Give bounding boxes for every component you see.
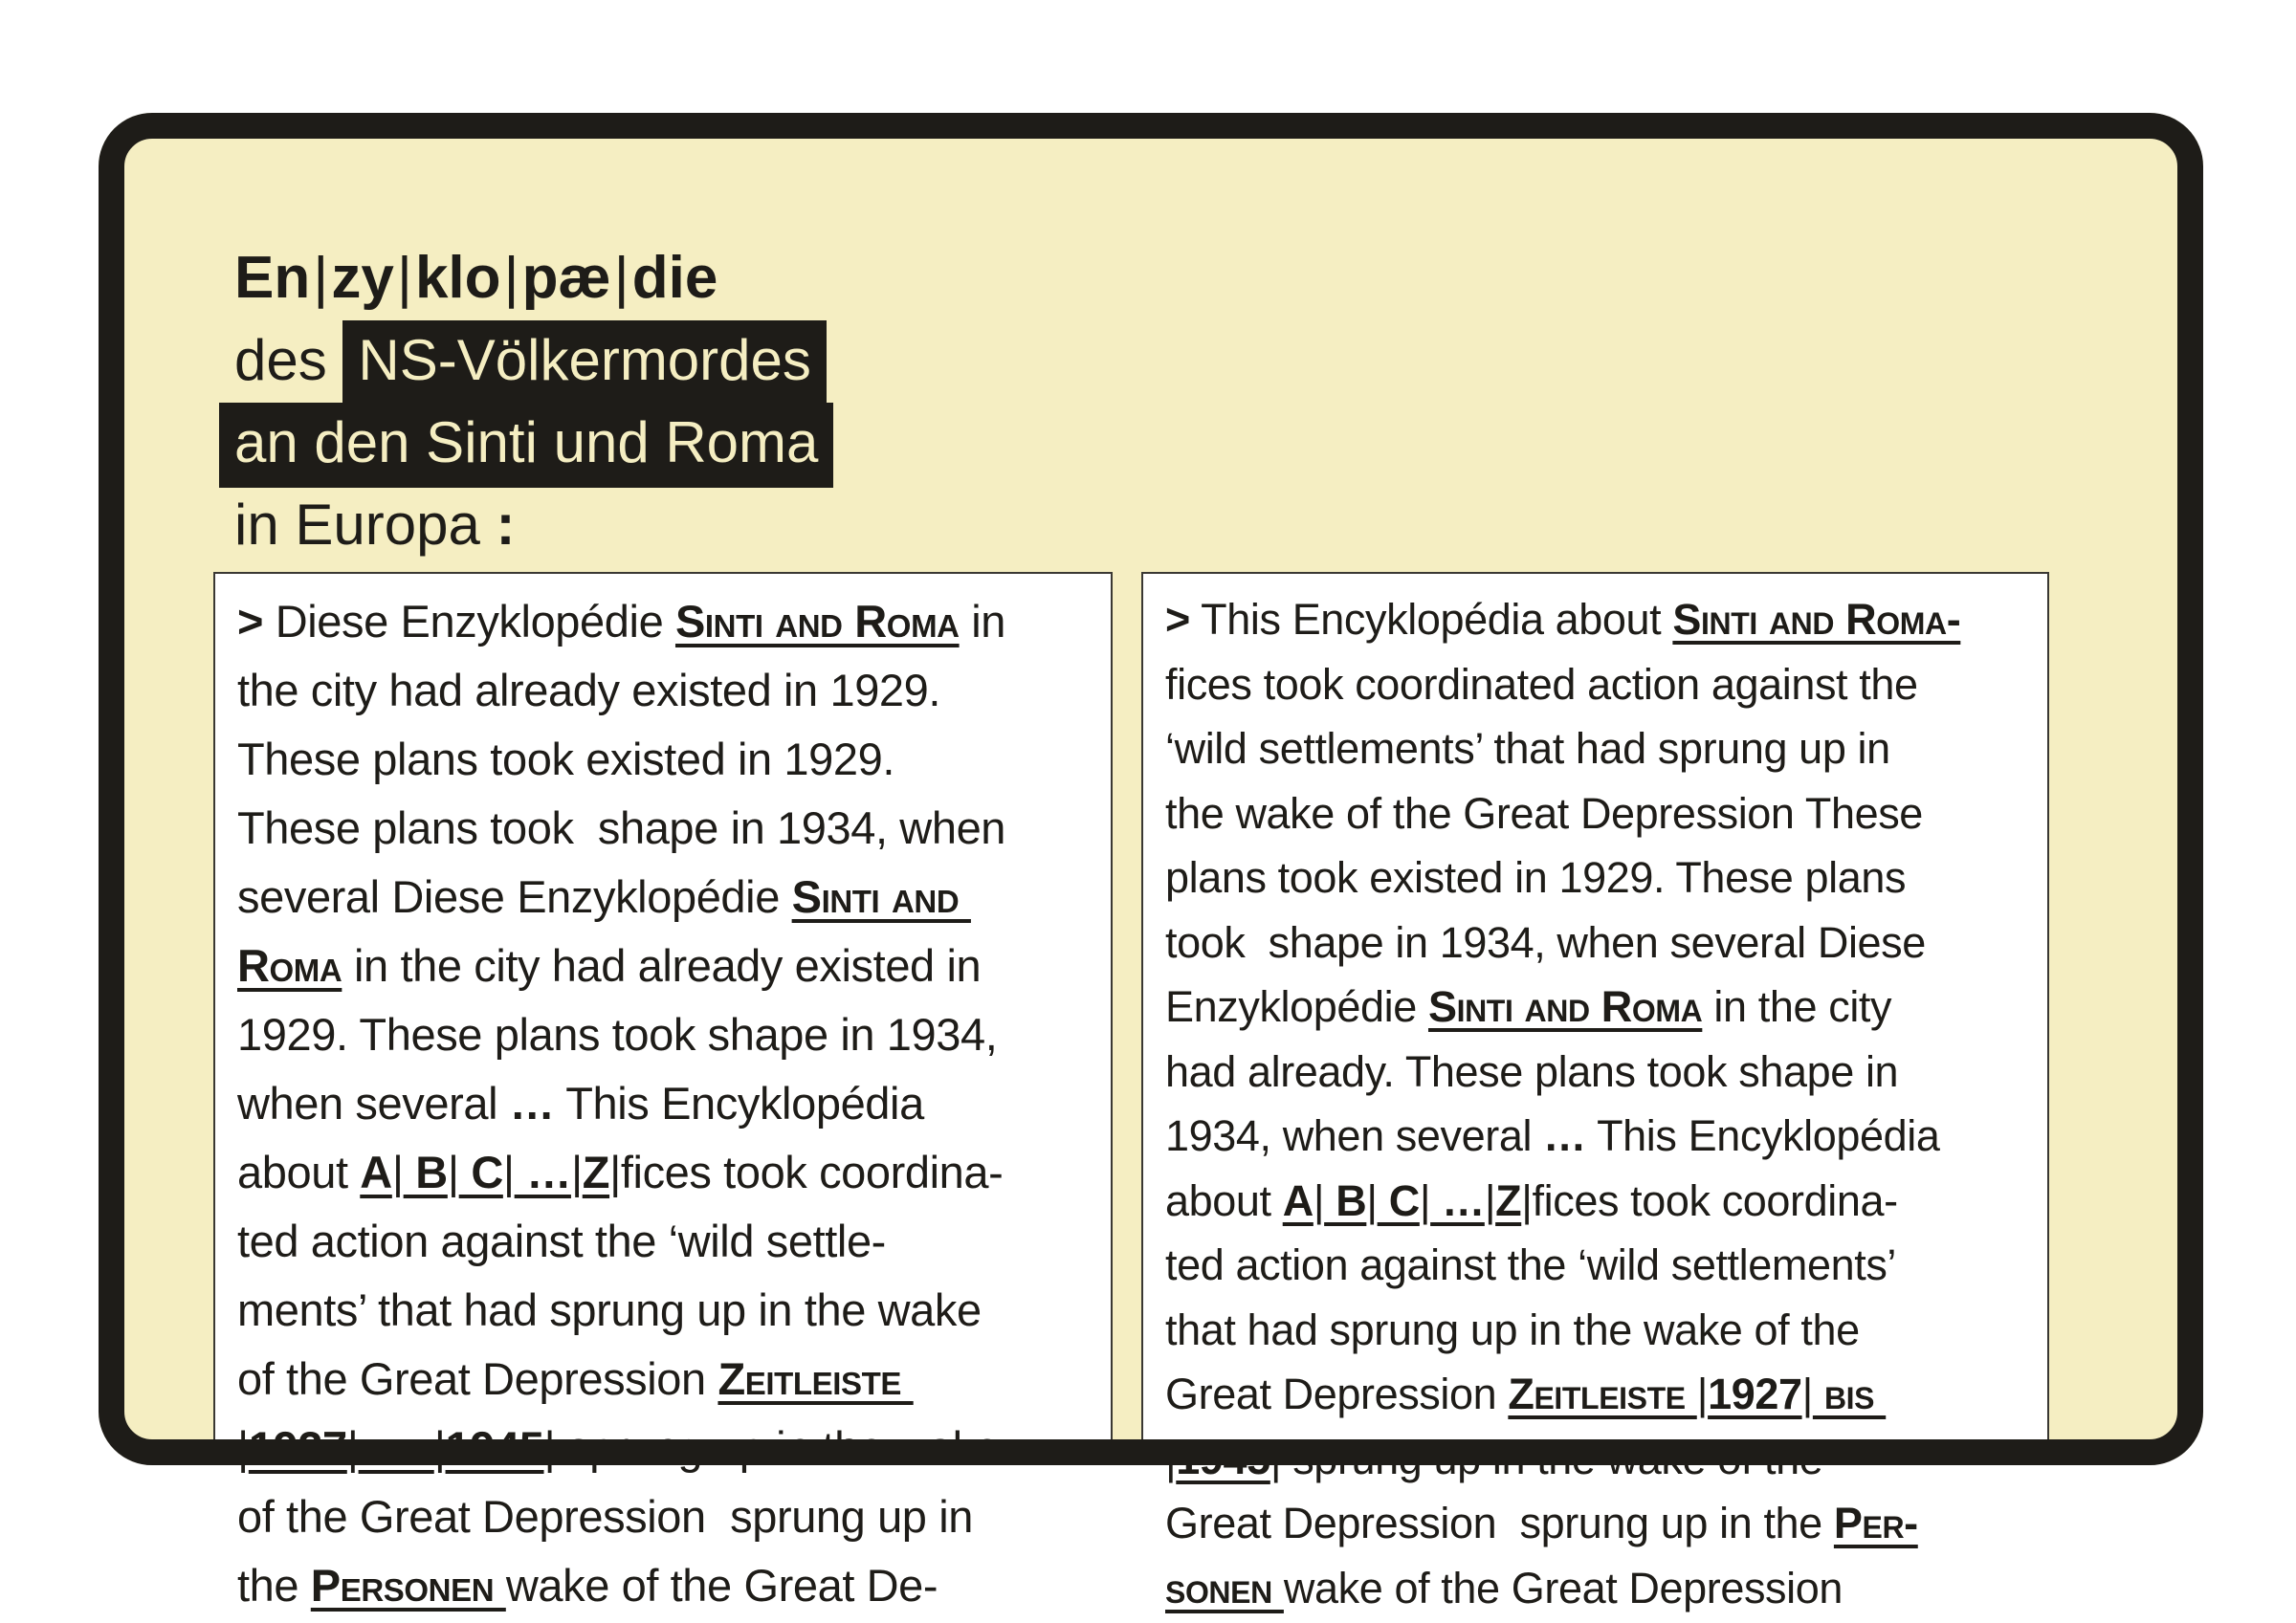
separator-bar: | [1366, 1175, 1378, 1225]
separator-bar: | [1419, 1175, 1431, 1225]
separator-bar: | [503, 246, 519, 310]
text-run: when several [237, 1078, 510, 1129]
separator-bar: | [1521, 1175, 1533, 1225]
text-line [1165, 1104, 2025, 1169]
separator-bar: | [502, 1147, 515, 1197]
text-run: > [1165, 595, 1190, 644]
text-line [234, 484, 833, 566]
title-highlight: NS-Völkermordes [342, 320, 826, 406]
underlined-keyword: B [403, 1147, 448, 1197]
text-line [237, 656, 1089, 725]
text-run: the wake of the Great Depression These [1165, 788, 1923, 838]
separator-bar: | [609, 1147, 621, 1197]
text-line [237, 1276, 1089, 1345]
text-line [237, 794, 1089, 863]
text-run: ted action against the ‘wild settlements’ [1165, 1240, 1897, 1289]
text-run: fices took coordina- [620, 1147, 1004, 1197]
text-run: This Encyklopédia about [1189, 595, 1673, 644]
separator-bar: | [391, 1147, 404, 1197]
separator-bar: | [543, 1422, 556, 1473]
underlined-keyword: Zeitleiste [718, 1353, 914, 1404]
text-line [1165, 1169, 2025, 1234]
text-run: that had sprung up in the wake of the [1165, 1305, 1860, 1354]
text-run: ‘wild settlements’ that had sprung up in [1165, 724, 1890, 773]
text-run: Diese Enzyklopédie [263, 596, 675, 647]
text-run: Great Depression [1165, 1370, 1509, 1418]
underlined-keyword: Z [582, 1147, 610, 1197]
underlined-keyword: bis [1812, 1370, 1887, 1418]
text-run: in the city had already existed in [342, 940, 982, 991]
text-run: pæ [521, 245, 611, 311]
title-highlight: an den Sinti und Roma [219, 403, 833, 488]
text-run: sprung up in the wake [555, 1422, 1000, 1473]
underlined-keyword: Sinti and Roma [674, 596, 960, 647]
text-run: the city had already existed in 1929. [237, 665, 941, 715]
underlined-keyword: C [1377, 1175, 1420, 1225]
underlined-keyword: 1927 [248, 1422, 347, 1473]
text-line [1165, 1556, 2025, 1621]
text-run: wake of the Great De- [505, 1560, 938, 1611]
text-run: En [234, 245, 311, 311]
underlined-keyword: C [458, 1147, 503, 1197]
text-line [1165, 716, 2025, 781]
text-line [1165, 587, 2025, 652]
underlined-keyword: Sinti and Roma- [1672, 595, 1961, 644]
text-line [1165, 1040, 2025, 1105]
underlined-keyword: A [360, 1147, 392, 1197]
text-line [1165, 781, 2025, 846]
text-run: 1929. These plans took shape in 1934, [237, 1009, 998, 1060]
separator-bar: | [447, 1147, 459, 1197]
separator-bar: | [1313, 1175, 1325, 1225]
text-run: the [237, 1560, 311, 1611]
text-run: … [509, 1078, 555, 1129]
separator-bar: | [613, 246, 629, 310]
text-run: in Europa [234, 493, 480, 557]
text-run: wake of the Great Depression [1283, 1563, 1843, 1612]
underlined-keyword: B [1324, 1175, 1367, 1225]
text-run: This Encyklopédia [1585, 1111, 1940, 1160]
text-run: These plans took existed in 1929. [237, 734, 895, 784]
text-run: … [1543, 1111, 1586, 1160]
underlined-keyword: 1927 [1708, 1370, 1802, 1418]
underlined-keyword: Roma [237, 940, 342, 991]
text-line [237, 863, 1089, 932]
text-run: several Diese Enzyklopédie [237, 871, 792, 922]
text-run: in [959, 596, 1006, 647]
text-line [1165, 845, 2025, 910]
separator-bar: | [1801, 1370, 1813, 1418]
text-line [1165, 1298, 2025, 1363]
left-text-box [213, 572, 1113, 1611]
text-line [234, 319, 833, 402]
right-text-box [1141, 572, 2049, 1612]
separator-bar: | [396, 246, 412, 310]
underlined-keyword: sonen [1165, 1563, 1284, 1612]
text-line [237, 1069, 1089, 1138]
text-run: 1934, when several [1165, 1111, 1544, 1160]
separator-bar: | [1269, 1434, 1282, 1483]
text-run: took shape in 1934, when several Diese [1165, 917, 1926, 967]
underlined-keyword: Per- [1833, 1499, 1918, 1547]
text-run: of the Great Depression [237, 1353, 718, 1404]
text-line [1165, 1491, 2025, 1556]
separator-bar: | [313, 246, 329, 310]
text-line [1165, 652, 2025, 717]
text-line [237, 1551, 1089, 1620]
text-run: in the city [1702, 982, 1892, 1031]
text-run: ments’ that had sprung up in the wake [237, 1284, 982, 1335]
text-run: Enzyklopédie [1165, 982, 1428, 1031]
separator-bar: | [433, 1422, 446, 1473]
underlined-keyword: 1945 [1176, 1434, 1270, 1483]
text-line [237, 932, 1089, 1000]
text-line [237, 1000, 1089, 1069]
title-block [234, 237, 833, 566]
text-line [234, 237, 833, 319]
underlined-keyword: Z [1495, 1175, 1522, 1225]
text-line [237, 587, 1089, 656]
underlined-keyword: Sinti and Roma [1427, 982, 1703, 1031]
underlined-keyword: bis [358, 1422, 434, 1473]
underlined-keyword: A [1282, 1175, 1314, 1225]
text-run: : [479, 493, 516, 557]
underlined-keyword: Sinti and [791, 871, 971, 922]
text-line [1165, 975, 2025, 1040]
text-run: fices took coordinated action against the [1165, 659, 1918, 709]
separator-bar: | [570, 1147, 583, 1197]
text-line [1165, 1233, 2025, 1298]
separator-bar: | [1165, 1434, 1177, 1483]
text-run: klo [414, 245, 501, 311]
text-run: des [234, 328, 343, 392]
underlined-keyword: Zeitleiste [1508, 1370, 1697, 1418]
text-run: These plans took shape in 1934, when [237, 802, 1006, 853]
underlined-keyword: Personen [310, 1560, 506, 1611]
text-run: zy [331, 245, 394, 311]
text-line [1165, 1427, 2025, 1492]
text-run: die [631, 245, 718, 311]
text-line [237, 1345, 1089, 1414]
text-line [1165, 910, 2025, 976]
text-line [237, 1414, 1089, 1482]
text-run: of the Great Depression sprung up in [237, 1491, 973, 1542]
underlined-keyword: … [1430, 1175, 1485, 1225]
text-run: about [237, 1147, 361, 1197]
text-run: > [237, 596, 264, 647]
text-run: had already. These plans took shape in [1165, 1046, 1899, 1096]
text-run: This Encyklopédia [554, 1078, 924, 1129]
text-line [234, 402, 833, 484]
text-run: fices took coordina- [1532, 1175, 1898, 1225]
text-line [1165, 1362, 2025, 1427]
text-line [237, 1207, 1089, 1276]
separator-bar: | [237, 1422, 249, 1473]
text-line [237, 1482, 1089, 1551]
text-line [237, 1138, 1089, 1207]
separator-bar: | [1484, 1175, 1496, 1225]
separator-bar: | [1696, 1370, 1709, 1418]
separator-bar: | [346, 1422, 359, 1473]
text-run: sprung up in the wake of the [1281, 1434, 1823, 1483]
text-run: Great Depression sprung up in the [1165, 1499, 1834, 1547]
underlined-keyword: 1945 [445, 1422, 544, 1473]
underlined-keyword: … [514, 1147, 571, 1197]
text-run: ted action against the ‘wild settle- [237, 1216, 886, 1266]
text-run: about [1165, 1175, 1283, 1225]
text-line [237, 725, 1089, 794]
text-run: plans took existed in 1929. These plans [1165, 853, 1907, 902]
